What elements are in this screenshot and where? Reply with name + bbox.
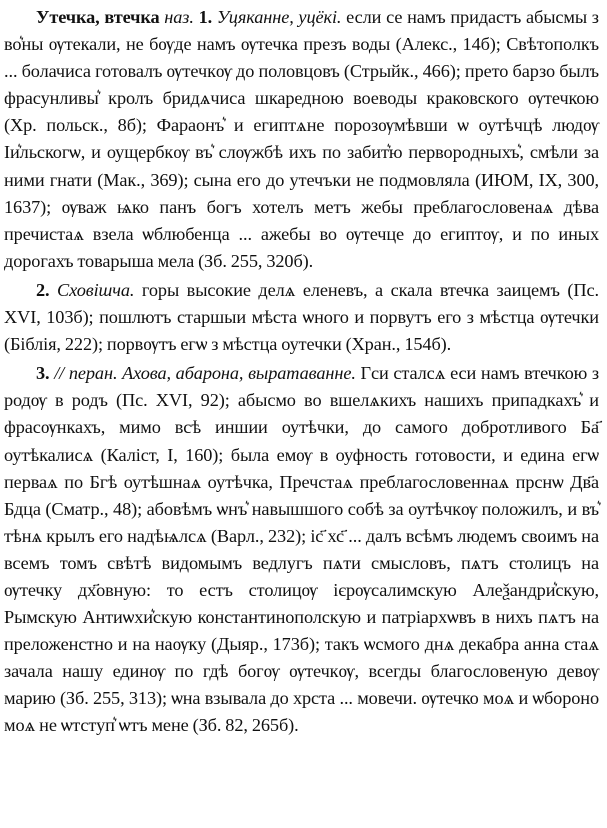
headword: Утечка, втечка: [36, 7, 160, 27]
grammar-label: наз.: [164, 7, 194, 27]
sense-gloss: // перан. Ахова, абарона, выратаванне.: [54, 363, 356, 384]
sense-citations: если се намъ придастъ абысмы з во͛ны ѹтекали, не бѹде намъ ѹтечка презъ воды (Алекс., 14б); Свѣтополкъ ... болачиса готовалъ ѹтечкѹ до половцовъ (Стрыйк., 466); прето барзо былъ фрасунливы͛ кролъ бридѧчиса шкаредною воеводы краковского ѹтечкою (Хр. польск., 8б); Фараонъ͛ и египтѧне порозѹмѣвши ѡ оутѣчцѣ людѹ Іи͛льскогѡ, и оущербкѹ въ͛ слѹжбѣ ихъ по забит͛ю перворoдныхъ͛, смѣли за ними гнати (Мак., 369); сына его до утечъки не подмовляла (ИЮМ, IX, 300, 1637); ѹваж ѩко панъ богъ хотелъ метъ жебы преблагословенаѧ дѣва пречистаѧ взела ѡблюбенца ... ажебы во ѹтечце до египтѹ, и по иных дорогахъ товарыша мела (Зб. 255, 320б).: [4, 7, 599, 271]
sense-number: 1.: [198, 7, 213, 27]
entry-sense-3: [4, 360, 599, 739]
entry-sense-2: [4, 277, 599, 358]
sense-number: 2.: [36, 279, 50, 300]
sense-citations: горы высокие делѧ еленевъ, а скала втечка заицемъ (Пс. XVI, 103б); пошлютъ старшыи мѣста ѡного и порвутъ его з мѣстца ѹтечки (Біблія, 222); порвѹтъ егѡ з мѣстца оутечки (Хран., 154б).: [4, 279, 599, 355]
sense-number: 3.: [36, 363, 50, 384]
sense-gloss: Сховiшча.: [57, 279, 135, 300]
sense-citations: Гси сталсѧ еси намъ втечкою з родѹ в родъ (Пс. XVI, 92); абысмо во вшелѧкихъ нашихъ припадкахъ͛ и фрасѹнкахъ, мимо всѣ иншии оутѣчки, до самого добротливого Ба҃ оутѣкалисѧ (Каліст, I, 160); была емѹ в оуфность готовости, и едина егѡ перваѧ по Бгѣ оутѣшнаѧ оутѣчка, Пречстаѧ преблагословеннаѧ прснѡ Дв҃а Бдца (Сматр., 48); абовѣмъ ѡнъ͛ навышшого собѣ за оутѣчкѹ положилъ, и въ͛ тѣнѧ крылъ его надѣѩлсѧ (Варл., 232); іс҃ хс҃ ... далъ всѣмъ людемъ своимъ на всемъ томъ свѣтѣ видомымъ ведлугъ пѧти смысловъ, пѧтъ столицъ на ѹтечку дх҃овную: то естъ столицѹ ієрѹсалимскую Алеѯандри͛скую, Рымскую Антиѡхи͛скую константинополскую и патріархѡвъ в нихъ пѧтъ на преложенстно и на наѹку (Дыяр., 173б); такъ ѡсмого днѧ декабра анна стаѧ зачала нашу единѹ по гдѣ богѹ ѹтечкѹ, всегды благословеную девѹ марию (Зб. 255, 313); ѡна взывала до хрста ... мовечи. ѹтечко моѧ и ѡбороно моѧ не ѡтступ͛ ѡтъ мене (Зб. 82, 265б).: [4, 363, 599, 736]
sense-gloss: Уцяканне, уцёкі.: [216, 7, 342, 27]
entry-sense-1: [4, 4, 599, 275]
